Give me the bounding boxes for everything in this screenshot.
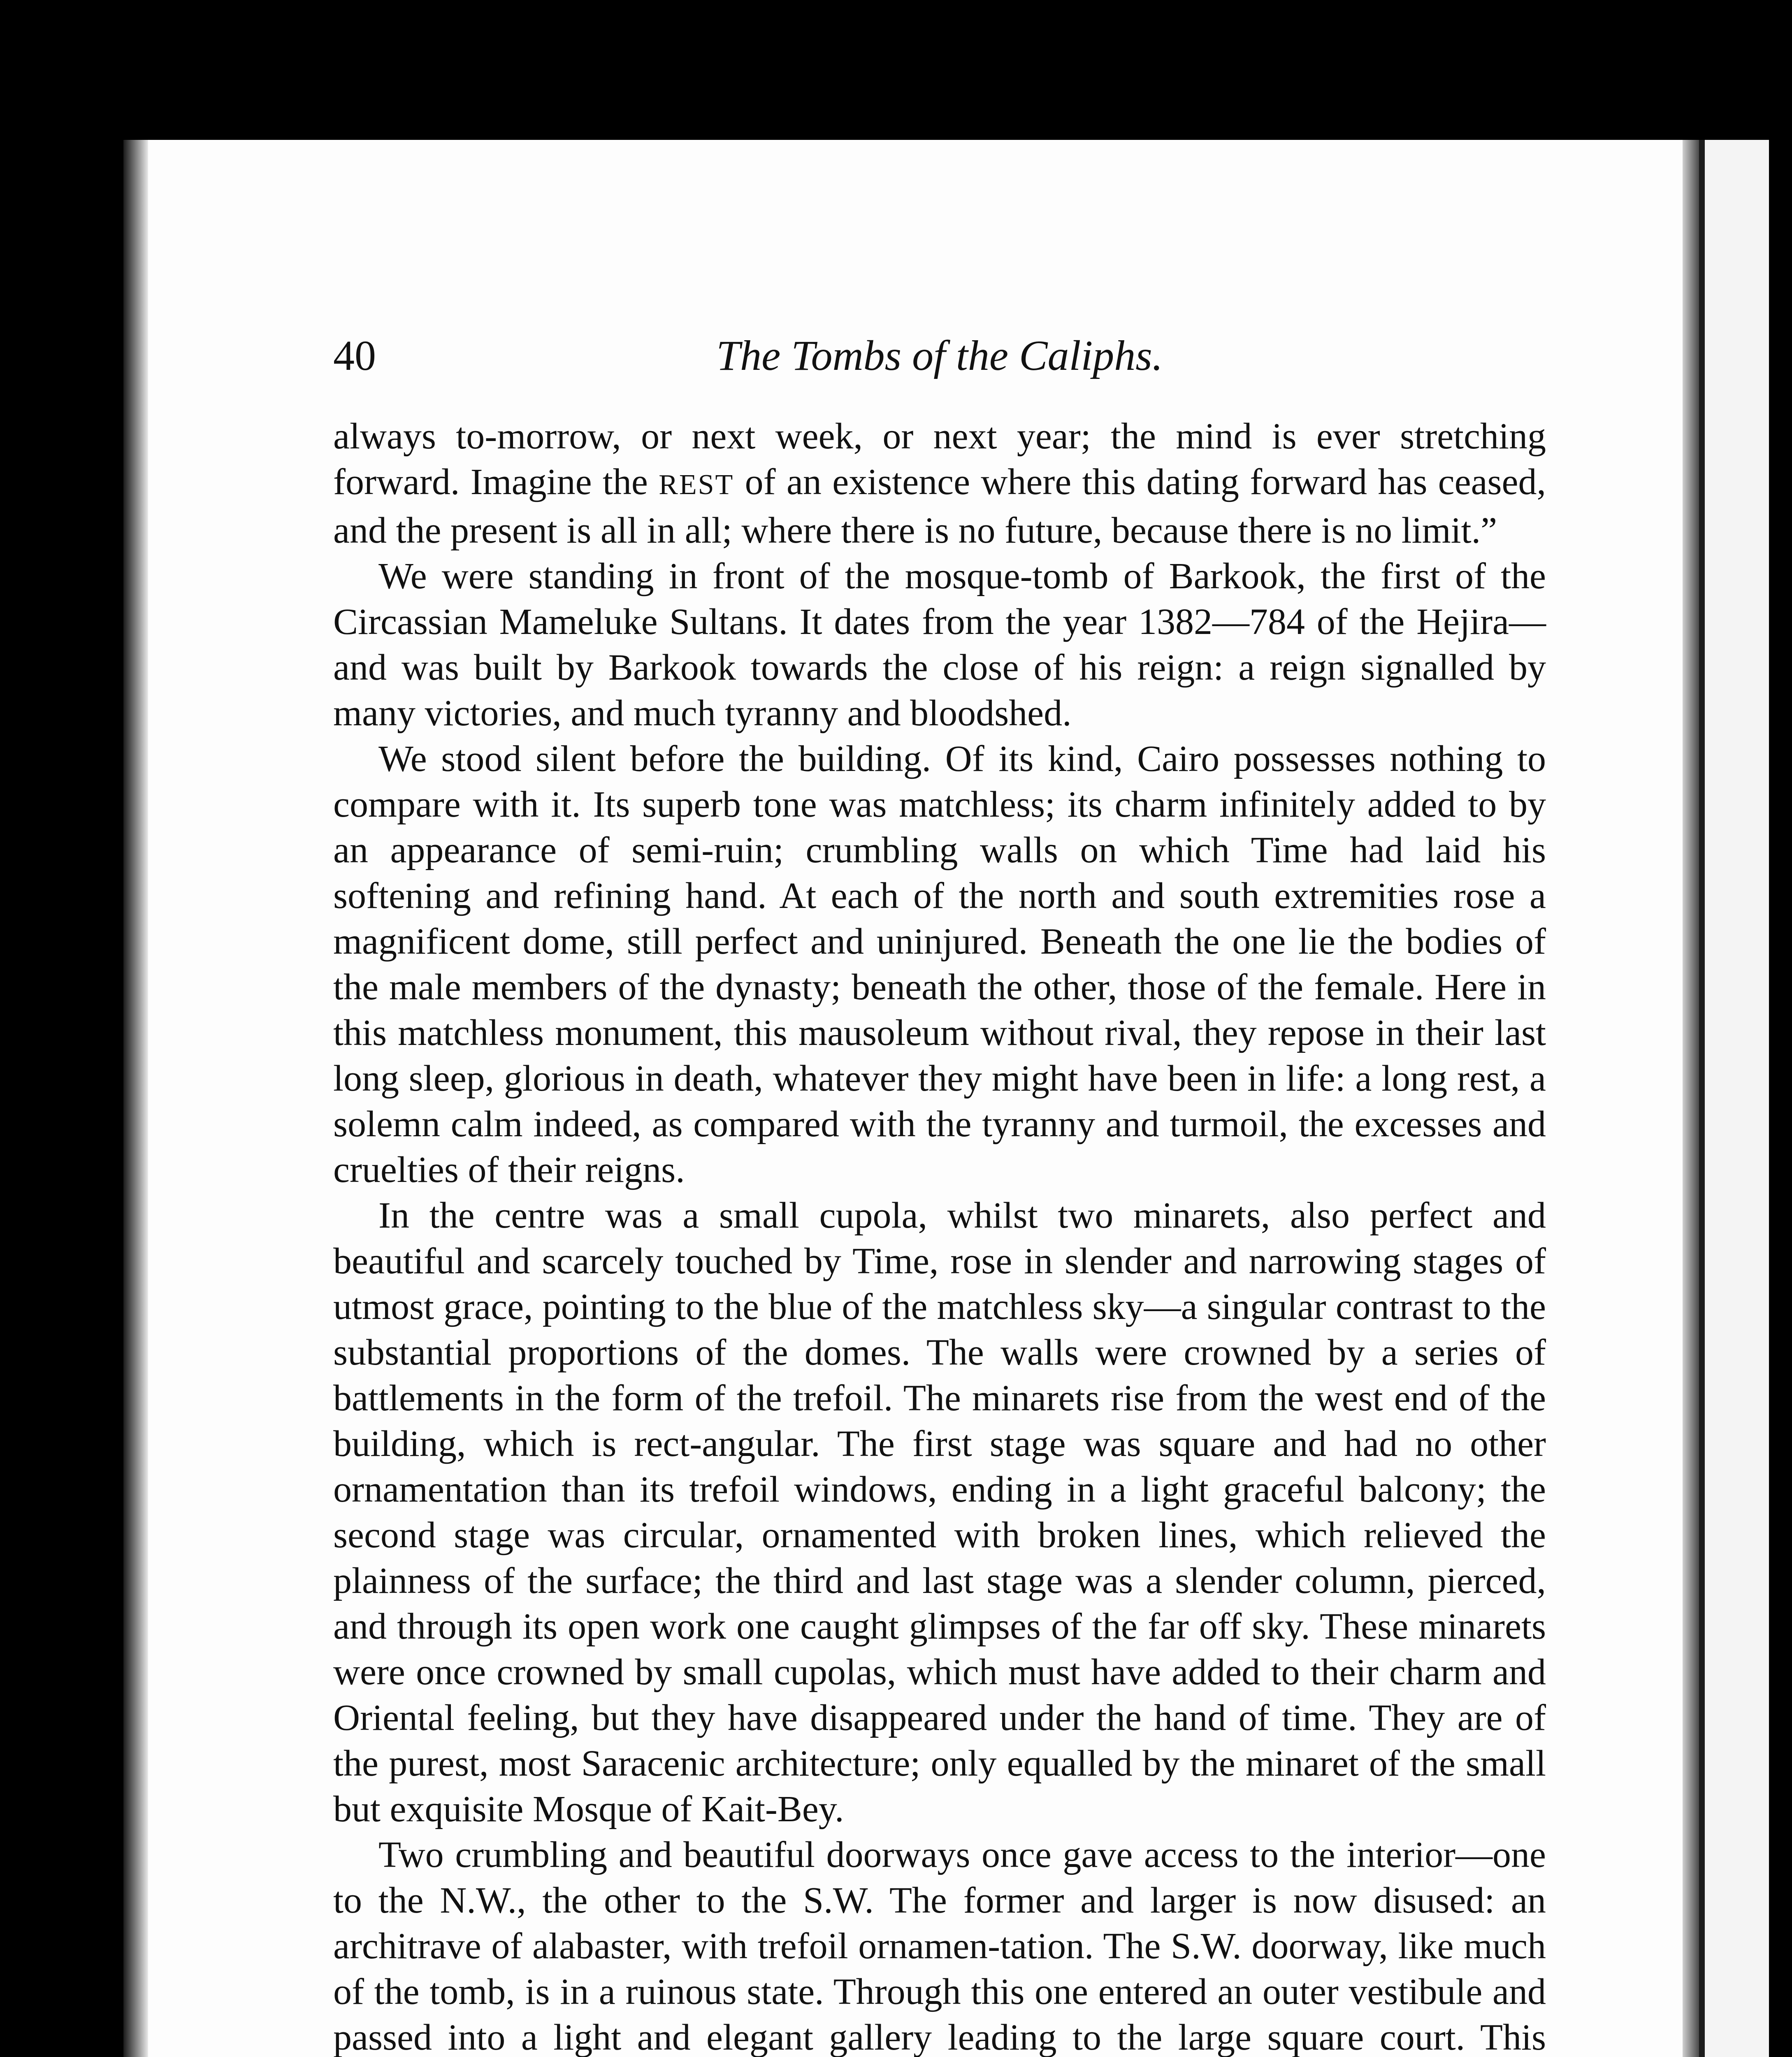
scan-gutter-right — [1769, 0, 1792, 2057]
page-edge-shadow — [123, 140, 148, 2057]
paragraph-3: We stood silent before the building. Of its kind, Cairo possesses nothing to compare with it. Its superb tone was matchless; its charm infinitely added to by an appearance of semi-ruin; crumbling walls on which Time had laid his softening and refining hand. At each of the north and south extremities rose a magnificent dome, still perfect and uninjured. Beneath the one lie the bodies of the male members of the dynasty; beneath the other, those of the female. Here in this matchless monument, this mausoleum without rival, they repose in their last long sleep, glorious in death, whatever they might have been in life: a long rest, a solemn calm indeed, as compared with the tyranny and turmoil, the excesses and cruelties of their reigns. — [333, 738, 1546, 1190]
paragraph-continued — [333, 413, 1546, 553]
running-head — [333, 323, 1546, 389]
paragraph-5: Two crumbling and beautiful doorways once gave access to the interior—one to the N.W., the other to the S.W. The former and larger is now disused: an architrave of alabaster, with trefoil ornamen-tation. The S.W. doorway, like much of the tomb, is in a ruinous state. Through this one entered an outer vestibule and passed into a light and elegant gallery leading to the large square court. This — [333, 1834, 1546, 2057]
scan-gutter-left — [0, 0, 123, 2057]
page-fold-shadow — [1683, 140, 1699, 2057]
adjacent-page-edge — [1699, 140, 1769, 2057]
page-number: 40 — [333, 332, 376, 379]
paragraph-1-part-a: always to-morrow, or next week, or next year; the mind is ever stretching forward. Imagine the — [333, 416, 1546, 502]
running-title: The Tombs of the Caliphs. — [716, 332, 1163, 379]
paragraph-4: In the centre was a small cupola, whilst two minarets, also perfect and beautiful and scarcely touched by Time, rose in slender and narrowing stages of utmost grace, pointing to the blue of the matchless sky—a singular contrast to the substantial proportions of the domes. The walls were crowned by a series of battlements in the form of the trefoil. The minarets rise from the west end of the building, which is rect-angular. The first stage was square and had no other ornamentation than its trefoil windows, ending in a light graceful balcony; the second stage was circular, ornamented with broken lines, which relieved the plainness of the surface; the third and last stage was a slender column, pierced, and through its open work one caught glimpses of the far off sky. These minarets were once crowned by small cupolas, which must have added to their charm and Oriental feeling, but they have disappeared under the hand of time. They are of the purest, most Saracenic architecture; only equalled by the minaret of the small but exquisite Mosque of Kait-Bey. — [333, 1195, 1546, 1829]
body-text — [333, 413, 1546, 2057]
small-caps-word: REST — [659, 469, 734, 501]
paragraph-2: We were standing in front of the mosque-tomb of Barkook, the first of the Circassian Mameluke Sultans. It dates from the year 1382—784 of the Hejira—and was built by Barkook towards the close of his reign: a reign signalled by many victories, and much tyranny and bloodshed. — [333, 556, 1546, 734]
paragraph-1-part-b: of an existence where this dating forward has ceased, and the present is all in all; where there is no future, because there is no limit.” — [333, 462, 1546, 551]
